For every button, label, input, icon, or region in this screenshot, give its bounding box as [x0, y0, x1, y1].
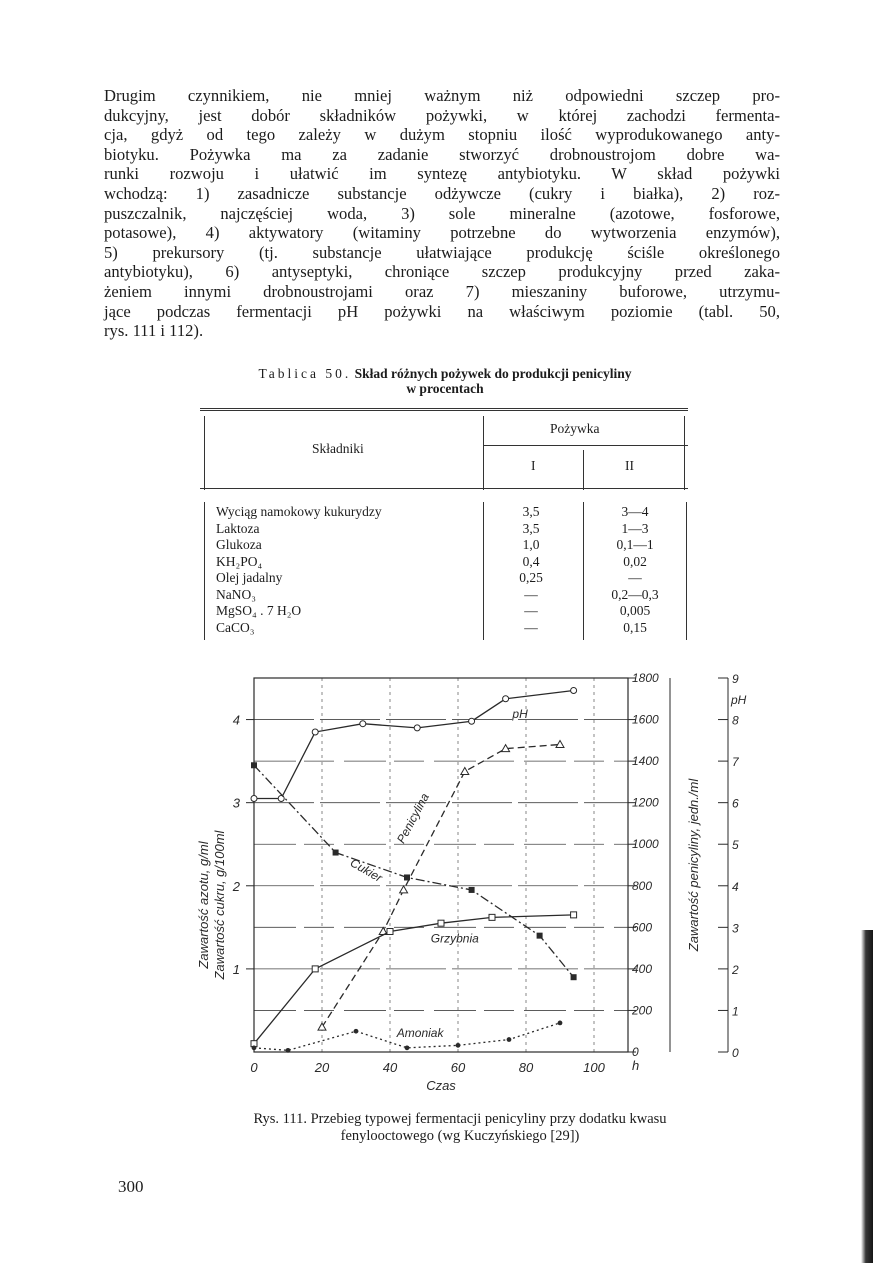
marker-ph — [503, 696, 509, 702]
paragraph-line: rys. 111 i 112). — [104, 321, 204, 341]
body-paragraph — [104, 86, 780, 341]
ph-tick-label: 5 — [732, 838, 739, 853]
right-tick-label: 0 — [632, 1045, 639, 1059]
right-tick-label: 200 — [632, 1003, 653, 1018]
ph-tick-label: 9 — [732, 672, 739, 686]
table-cell-medium-2: 0,2—0,3 — [611, 586, 659, 602]
series-label-grzybnia: Grzybnia — [430, 931, 479, 946]
table-title: Skład różnych pożywek do produkcji penicyliny — [354, 366, 632, 381]
table-cell-medium-1: — — [524, 603, 538, 618]
right-tick-label: 800 — [632, 878, 653, 893]
marker-ph — [414, 725, 420, 731]
ph-axis-label: pH — [731, 693, 747, 707]
x-axis-label: Czas — [426, 1078, 456, 1093]
series-label-ph: pH — [512, 706, 528, 721]
table-cell-ingredient: CaCO₃ — [216, 619, 255, 635]
paragraph-line: wchodzą: 1) zasadnicze substancje odżywcze (cukry i białka), 2) roz- — [104, 183, 780, 203]
marker-grzybnia — [438, 920, 444, 926]
right-tick-label: 600 — [632, 920, 653, 935]
table-cell-medium-1: 1,0 — [522, 537, 540, 552]
table-cell-medium-2: 0,02 — [623, 553, 647, 569]
plot-frame — [254, 678, 628, 1052]
right-axis-label: Zawartość penicyliny, jedn./ml — [686, 778, 701, 952]
figure-caption-line2: fenylooctowego (wg Kuczyńskiego [29]) — [340, 1128, 580, 1144]
marker-cukier — [251, 762, 257, 768]
marker-grzybnia — [312, 966, 318, 972]
marker-amoniak — [252, 1045, 257, 1050]
left-axis-label-1: Zawartość azotu, g/ml — [196, 841, 211, 969]
marker-grzybnia — [571, 912, 577, 918]
right-tick-label: 400 — [632, 961, 653, 976]
table-cell-ingredient: MgSO₄ . 7 H₂O — [216, 603, 302, 618]
right-tick-label: 1200 — [632, 795, 659, 810]
table-cell-ingredient: Glukoza — [216, 537, 262, 552]
marker-ph — [360, 721, 366, 727]
left-tick-label: 1 — [232, 961, 240, 977]
table-cell-ingredient: Olej jadalny — [216, 570, 283, 585]
ph-tick-label: 2 — [732, 962, 739, 977]
paragraph-line: potasowe), 4) aktywatory (witaminy potrzebne do wytworzenia enzymów), — [104, 223, 780, 243]
x-tick-label: 20 — [314, 1060, 330, 1075]
table-cell-medium-1: 3,5 — [522, 504, 540, 519]
marker-amoniak — [405, 1045, 410, 1050]
chart-labels — [196, 671, 747, 1093]
table-cell-medium-1: — — [524, 619, 538, 635]
left-tick-label: 2 — [232, 878, 240, 894]
series-label-penicylina: Penicylina — [393, 790, 432, 846]
paragraph-line: antybiotyku), 6) antyseptyki, chroniące szczep produkcyjny przed zaka- — [104, 262, 780, 282]
header-medium-1: I — [531, 458, 536, 473]
marker-ph — [312, 729, 318, 735]
marker-ph — [571, 687, 577, 693]
table-cell-medium-1: — — [524, 586, 538, 602]
table-cell-medium-2: 0,005 — [619, 603, 651, 618]
table-cell-medium-2: — — [628, 570, 642, 585]
left-tick-label: 4 — [232, 712, 240, 728]
fermentation-chart — [180, 660, 747, 1100]
table-cell-medium-2: 3—4 — [621, 504, 649, 519]
table-cell-medium-2: 0,1—1 — [616, 537, 654, 552]
x-tick-label: 60 — [450, 1060, 466, 1075]
marker-cukier — [404, 874, 410, 880]
figure-caption-line1: Rys. 111. Przebieg typowej fermentacji penicyliny przy dodatku kwasu — [253, 1111, 667, 1127]
x-unit-label: h — [632, 1058, 640, 1073]
paragraph-line: dukcyjny, jest dobór składników pożywki, w której zachodzi fermenta- — [104, 105, 780, 125]
composition-table — [200, 408, 688, 638]
left-axis-label-2: Zawartość cukru, g/100ml — [212, 830, 227, 980]
paragraph-line: żeniem innymi drobnoustrojami oraz 7) mieszaniny buforowe, utrzymu- — [104, 281, 780, 301]
table-cell-medium-2: 1—3 — [621, 520, 649, 536]
ph-tick-label: 4 — [732, 879, 739, 894]
table-cell-medium-1: 0,4 — [522, 553, 540, 569]
table-cell-ingredient: Wyciąg namokowy kukurydzy — [216, 504, 382, 519]
header-medium: Pożywka — [550, 421, 600, 436]
chart-series — [251, 687, 577, 1052]
chart-grid — [254, 678, 628, 1052]
table-label: Tablica 50. — [258, 366, 352, 381]
paragraph-line: biotyku. Pożywka ma za zadanie stworzyć drobnoustrojom dobre wa- — [104, 144, 780, 164]
figure-caption — [140, 1111, 780, 1145]
table-title-line2: w procentach — [406, 381, 484, 396]
marker-amoniak — [456, 1043, 461, 1048]
marker-penicylina — [461, 768, 469, 775]
table-cell-ingredient: Laktoza — [216, 520, 260, 536]
ph-tick-label: 6 — [732, 796, 739, 811]
paragraph-line: 5) prekursory (tj. substancje ułatwiające produkcję ściśle określonego — [104, 242, 780, 262]
paragraph-line: cja, gdyż od tego zależy w dużym stopniu ilość wyprodukowanego anty- — [104, 125, 780, 145]
paragraph-line: puszczalnik, najczęściej woda, 3) sole mineralne (azotowe, fosforowe, — [104, 203, 780, 223]
marker-penicylina — [556, 740, 564, 747]
page-number: 300 — [118, 1177, 144, 1196]
right-tick-label: 1000 — [632, 837, 659, 852]
marker-cukier — [333, 850, 339, 856]
marker-amoniak — [286, 1048, 291, 1053]
scan-edge-shadow — [861, 930, 873, 1263]
series-label-amoniak: Amoniak — [396, 1026, 444, 1041]
series-label-cukier: Cukier — [347, 855, 385, 885]
marker-ph — [469, 718, 475, 724]
header-ingredients: Składniki — [312, 441, 364, 456]
marker-amoniak — [558, 1021, 563, 1026]
header-medium-2: II — [625, 458, 634, 473]
marker-penicylina — [400, 886, 408, 893]
marker-cukier — [537, 933, 543, 939]
marker-cukier — [469, 887, 475, 893]
marker-grzybnia — [489, 914, 495, 920]
x-tick-label: 40 — [382, 1060, 398, 1075]
marker-penicylina — [318, 1023, 326, 1030]
marker-cukier — [571, 974, 577, 980]
left-tick-label: 3 — [232, 795, 240, 811]
table-cell-ingredient: KH₂PO₄ — [216, 553, 263, 569]
x-tick-label: 80 — [518, 1060, 534, 1075]
marker-amoniak — [354, 1029, 359, 1034]
table-cell-medium-1: 3,5 — [522, 520, 540, 536]
right-tick-label: 1400 — [632, 754, 659, 769]
paragraph-line: Drugim czynnikiem, nie mniej ważnym niż odpowiedni szczep pro- — [104, 86, 780, 105]
table-cell-ingredient: NaNO₃ — [216, 586, 256, 602]
right-tick-label: 1600 — [632, 712, 659, 727]
ph-tick-label: 1 — [732, 1004, 739, 1019]
chart-axes — [246, 678, 728, 1052]
ph-tick-label: 8 — [732, 713, 739, 728]
x-tick-label: 0 — [250, 1060, 258, 1075]
ph-tick-label: 0 — [732, 1046, 739, 1060]
table-caption — [180, 366, 710, 396]
ph-tick-label: 7 — [732, 755, 739, 770]
marker-amoniak — [507, 1037, 512, 1042]
table-cell-medium-1: 0,25 — [519, 570, 543, 585]
marker-ph — [251, 796, 257, 802]
ph-tick-label: 3 — [732, 921, 739, 936]
marker-grzybnia — [387, 928, 393, 934]
paragraph-line: jące podczas fermentacji pH pożywki na właściwym poziomie (tabl. 50, — [104, 301, 780, 321]
right-tick-label: 1800 — [632, 671, 659, 685]
x-tick-label: 100 — [583, 1060, 605, 1075]
paragraph-line: runki rozwoju i ułatwić im syntezę antybiotyku. W skład pożywki — [104, 164, 780, 184]
table-cell-medium-2: 0,15 — [623, 619, 647, 635]
